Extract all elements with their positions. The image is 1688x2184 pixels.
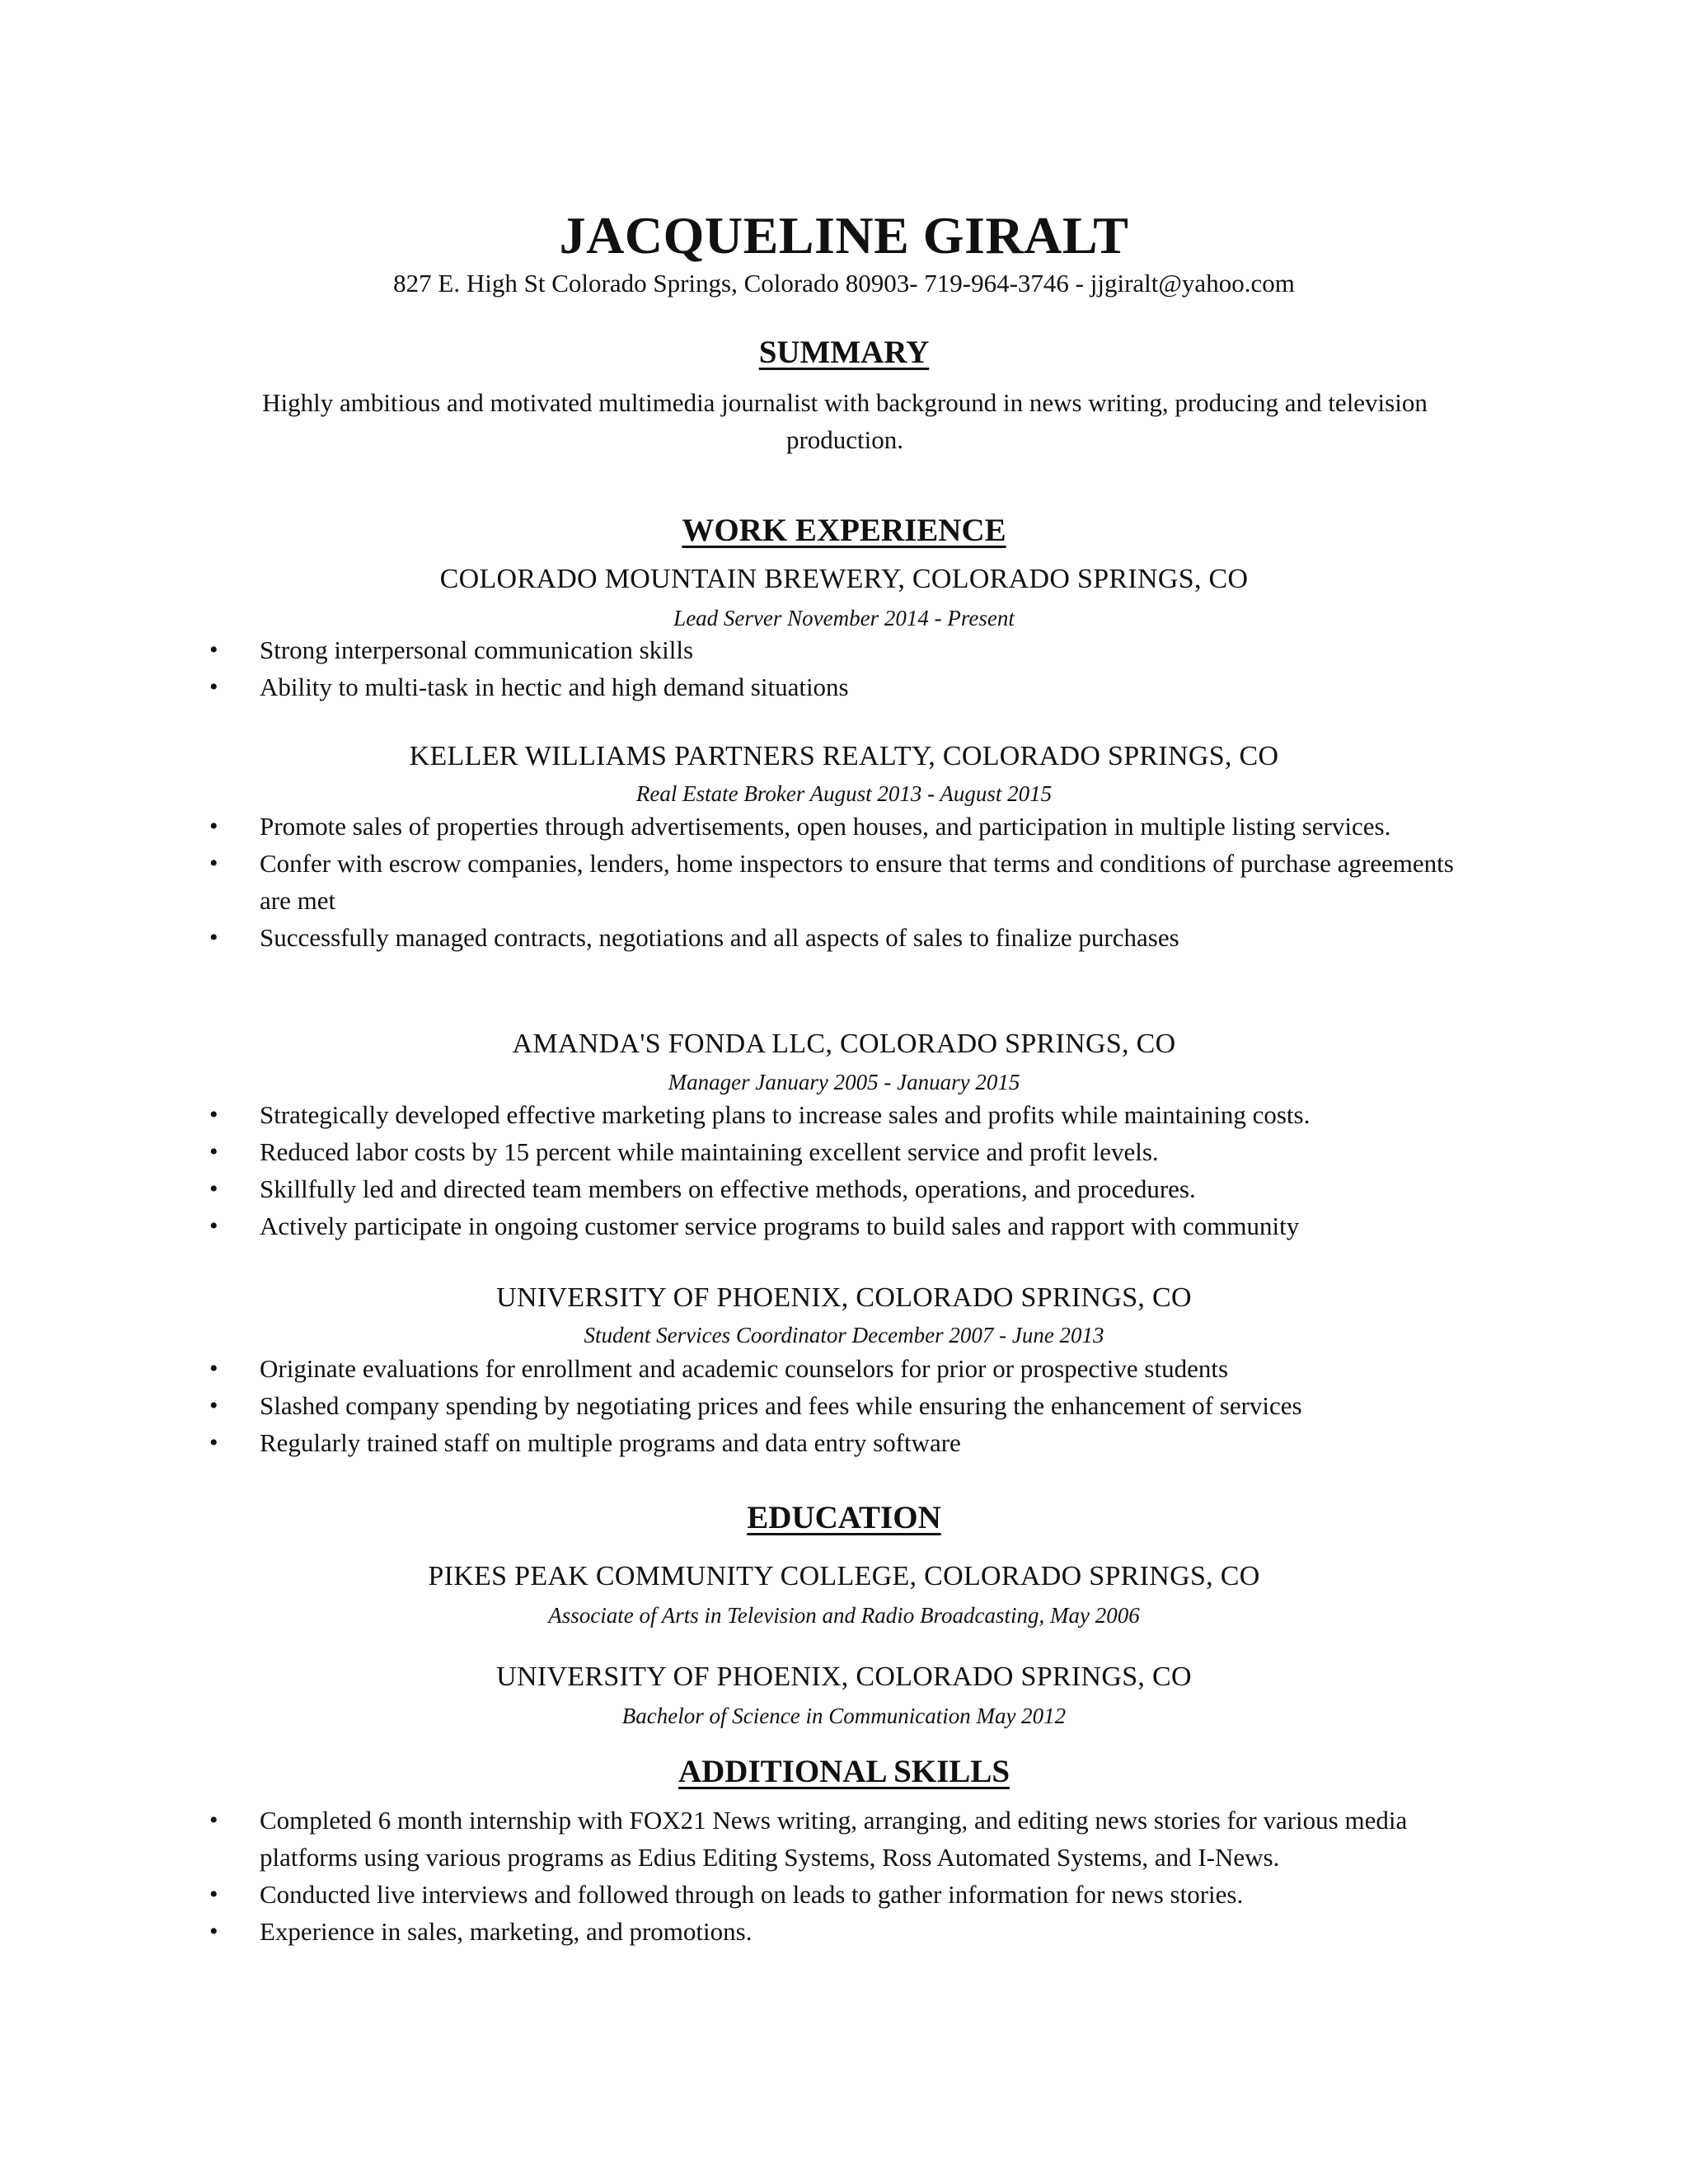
summary-text: Highly ambitious and motivated multimedia journalist with background in news writing, producing and television production.	[262, 388, 1428, 454]
school-name: PIKES PEAK COMMUNITY COLLEGE, COLORADO SPRINGS, CO	[428, 1561, 1260, 1591]
job-bullet: • Confer with escrow companies, lenders, home inspectors to ensure that terms and conditions of purchase agreements are met	[0, 845, 1688, 919]
job-company: AMANDA'S FONDA LLC, COLORADO SPRINGS, CO	[512, 1029, 1176, 1059]
job-role: Manager January 2005 - January 2015	[668, 1070, 1020, 1094]
job-company: COLORADO MOUNTAIN BREWERY, COLORADO SPRINGS, CO	[439, 564, 1249, 594]
skill-bullet: • Completed 6 month internship with FOX21 News writing, arranging, and editing news stories for various media platforms using various programs as Edius Editing Systems, Ross Automated Systems, and I-News.	[0, 1802, 1688, 1876]
job-bullet-list	[0, 1350, 1688, 1461]
job-bullet: • Skillfully led and directed team members on effective methods, operations, and procedures.	[0, 1170, 1688, 1207]
job-company: KELLER WILLIAMS PARTNERS REALTY, COLORADO SPRINGS, CO	[409, 741, 1279, 771]
job-bullet: • Actively participate in ongoing customer service programs to build sales and rapport with community	[0, 1207, 1688, 1244]
candidate-name: JACQUELINE GIRALT	[559, 206, 1129, 265]
contact-line: 827 E. High St Colorado Springs, Colorado 80903- 719-964-3746 - jjgiralt@yahoo.com	[393, 269, 1295, 298]
job-bullet: • Strategically developed effective marketing plans to increase sales and profits while maintaining costs.	[0, 1096, 1688, 1133]
job-bullet-list	[0, 1096, 1688, 1244]
job-bullet: • Ability to multi-task in hectic and high demand situations	[0, 668, 1688, 705]
job-role: Real Estate Broker August 2013 - August 2015	[635, 781, 1053, 806]
education-heading: EDUCATION	[747, 1500, 941, 1535]
additional-skills-heading: ADDITIONAL SKILLS	[678, 1754, 1010, 1789]
skill-bullet: • Experience in sales, marketing, and promotions.	[0, 1913, 1688, 1950]
work-experience-heading: WORK EXPERIENCE	[682, 513, 1006, 548]
job-bullet: • Reduced labor costs by 15 percent while maintaining excellent service and profit levels.	[0, 1133, 1688, 1170]
job-company: UNIVERSITY OF PHOENIX, COLORADO SPRINGS, CO	[496, 1282, 1192, 1313]
school-name: UNIVERSITY OF PHOENIX, COLORADO SPRINGS, CO	[496, 1661, 1192, 1692]
degree: Bachelor of Science in Communication May 2012	[621, 1704, 1067, 1728]
job-bullet: • Promote sales of properties through advertisements, open houses, and participation in multiple listing services.	[0, 808, 1688, 845]
job-bullet: • Strong interpersonal communication skills	[0, 631, 1688, 668]
job-bullet: • Slashed company spending by negotiating prices and fees while ensuring the enhancement of services	[0, 1387, 1688, 1424]
job-bullet-list	[0, 808, 1688, 956]
job-role: Lead Server November 2014 - Present	[673, 606, 1015, 630]
job-role: Student Services Coordinator December 2007 - June 2013	[584, 1323, 1104, 1347]
skill-bullet: • Conducted live interviews and followed through on leads to gather information for news stories.	[0, 1876, 1688, 1913]
job-bullet: • Originate evaluations for enrollment and academic counselors for prior or prospective students	[0, 1350, 1688, 1387]
degree: Associate of Arts in Television and Radio Broadcasting, May 2006	[548, 1603, 1140, 1628]
summary-heading: SUMMARY	[758, 335, 930, 370]
job-bullet-list	[0, 631, 1688, 705]
job-bullet: • Successfully managed contracts, negotiations and all aspects of sales to finalize purchases	[0, 919, 1688, 956]
skills-bullet-list	[0, 1802, 1688, 1950]
job-bullet: • Regularly trained staff on multiple programs and data entry software	[0, 1424, 1688, 1461]
